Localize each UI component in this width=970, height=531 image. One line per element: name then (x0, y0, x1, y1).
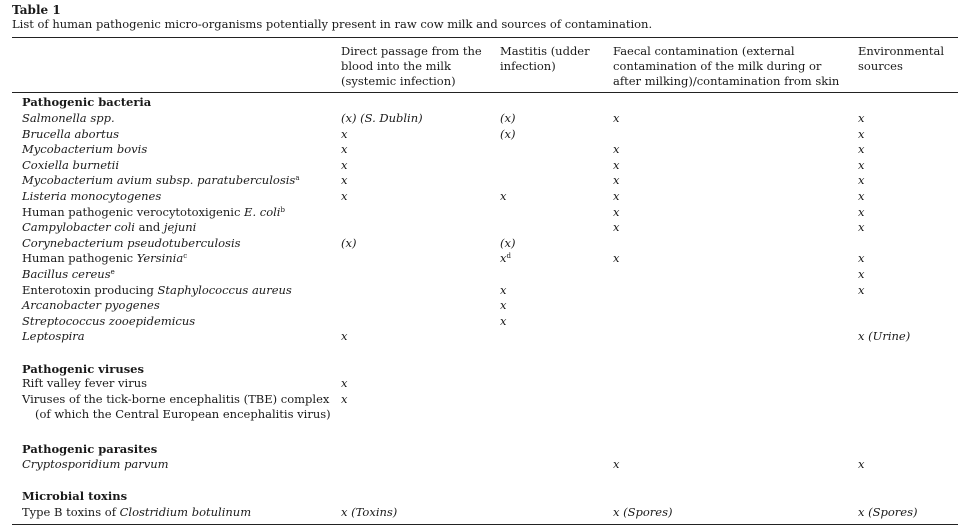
cell-value: x (613, 111, 620, 125)
cell-value: x (858, 282, 865, 297)
cell-faecal (613, 158, 620, 173)
cell-direct-passage (341, 158, 348, 173)
organism-name-text: Brucella abortus (22, 126, 120, 141)
cell-value: x (341, 376, 348, 390)
section-pathogenic-parasites: Pathogenic parasites (22, 442, 158, 456)
cell-value: x (500, 298, 507, 313)
cell-value: x (858, 251, 865, 266)
cell-value: x (858, 457, 865, 471)
cell-value: x (613, 251, 620, 266)
cell-value: x (613, 204, 620, 219)
organism-name-text: Listeria monocytogenes (22, 189, 162, 203)
cell-value: x (Spores) (858, 505, 918, 519)
organism-name (22, 189, 161, 204)
cell-mastitis (500, 314, 507, 329)
cell-mastitis (500, 251, 511, 266)
header-direct-passage: Direct passage from the blood into the milk (systemic infection) (341, 44, 482, 88)
cell-value: x (500, 251, 507, 266)
cell-environmental (858, 267, 865, 282)
organism-name-text: Cryptosporidium parvum (22, 457, 169, 471)
section-microbial-toxins: Microbial toxins (22, 489, 128, 503)
cell-direct-passage (341, 142, 348, 157)
organism-name (22, 505, 251, 520)
organism-name (22, 314, 195, 329)
footnote-marker: c (183, 252, 188, 261)
table-caption: List of human pathogenic micro-organisms potentially present in raw cow milk and sources of contamination. (12, 17, 653, 31)
table-row (0, 111, 970, 126)
organism-name-italic: E. coli (244, 204, 281, 219)
cell-value: x (613, 157, 620, 172)
organism-name-italic: jejuni (163, 220, 197, 235)
cell-mastitis (500, 283, 507, 298)
cell-faecal (613, 251, 620, 266)
organism-name-text: Corynebacterium pseudotuberculosis (22, 235, 241, 250)
organism-name-continued: (of which the Central European encephalitis virus) (35, 407, 331, 422)
top-rule (12, 37, 958, 38)
cell-faecal (613, 205, 620, 220)
cell-value: (x) (S. Dublin) (341, 111, 423, 125)
footnote-marker: a (295, 174, 300, 183)
cell-value: x (613, 142, 620, 157)
cell-value: x (858, 220, 865, 235)
header-environmental: Environmental sources (858, 44, 945, 73)
organism-name (22, 142, 147, 157)
cell-value: x (341, 391, 348, 406)
cell-value: x (858, 126, 865, 141)
cell-value: (x) (500, 111, 516, 125)
organism-name (22, 329, 85, 344)
cell-value: x (500, 189, 507, 203)
cell-value: x (858, 204, 865, 219)
cell-faecal (613, 189, 620, 204)
organism-name-text: Streptococcus zooepidemicus (22, 313, 196, 328)
cell-faecal (613, 173, 620, 188)
cell-faecal (613, 142, 620, 157)
cell-direct-passage (341, 127, 348, 142)
cell-direct-passage (341, 173, 348, 188)
organism-name-text: Type B toxins of (22, 505, 120, 519)
table-row (0, 376, 970, 391)
header-mastitis: Mastitis (udder infection) (500, 44, 590, 73)
cell-environmental (858, 505, 917, 520)
cell-value: x (613, 220, 620, 235)
organism-name (22, 127, 119, 142)
section-pathogenic-viruses: Pathogenic viruses (22, 362, 144, 376)
table-row (0, 158, 970, 173)
cell-value: x (341, 329, 348, 344)
cell-mastitis (500, 127, 515, 142)
cell-mastitis (500, 298, 507, 313)
organism-name-text: Mycobacterium bovis (22, 142, 148, 157)
cell-value: x (858, 142, 865, 157)
cell-direct-passage (341, 392, 348, 407)
organism-name-text: Enterotoxin producing (22, 282, 158, 297)
cell-value: x (858, 189, 865, 203)
cell-value: x (500, 282, 507, 297)
cell-environmental (858, 142, 865, 157)
cell-direct-passage (341, 236, 356, 251)
header-faecal: Faecal contamination (external contamination of the milk during or after milking)/contamination from skin (613, 44, 840, 88)
cell-value: x (341, 189, 348, 203)
cell-value: x (858, 111, 865, 125)
cell-environmental (858, 127, 865, 142)
cell-value: x (Urine) (858, 329, 911, 344)
cell-value: (x) (341, 235, 357, 250)
organism-name (22, 392, 329, 407)
cell-value: x (Spores) (613, 505, 673, 519)
table-label: Table 1 (12, 3, 61, 17)
cell-direct-passage (341, 329, 348, 344)
cell-environmental (858, 329, 910, 344)
table-row (0, 392, 970, 407)
table-row (0, 314, 970, 329)
organism-name-text: Human pathogenic verocytotoxigenic (22, 204, 245, 219)
cell-value: x (613, 173, 620, 188)
organism-name (22, 376, 147, 391)
cell-value: x (858, 267, 865, 281)
organism-name (22, 158, 119, 173)
cell-environmental (858, 205, 865, 220)
organism-name-text: Salmonella spp. (22, 111, 115, 125)
organism-name-italic: Staphylococcus aureus (157, 282, 292, 297)
cell-value: x (858, 157, 865, 172)
organism-name (22, 205, 285, 220)
organism-name-text: Leptospira (22, 329, 85, 344)
organism-name-italic: Campylobacter coli (22, 220, 135, 235)
cell-faecal (613, 111, 620, 126)
footnote-marker: e (110, 268, 115, 276)
table-row (0, 236, 970, 251)
organism-name (22, 236, 241, 251)
cell-value: x (500, 313, 507, 328)
organism-name (22, 283, 292, 298)
footnote-marker: b (280, 205, 285, 214)
cell-environmental (858, 173, 865, 188)
organism-name-text: Viruses of the tick-borne encephalitis (TBE) complex (22, 391, 330, 406)
cell-mastitis (500, 236, 515, 251)
table-row (0, 127, 970, 142)
cell-mastitis (500, 111, 515, 126)
table-row (0, 329, 970, 344)
table-row (0, 457, 970, 472)
section-pathogenic-bacteria: Pathogenic bacteria (22, 95, 152, 109)
organism-name-text: Bacillus cereus (22, 267, 111, 281)
table-row (0, 298, 970, 313)
cell-value: (x) (500, 126, 516, 141)
cell-direct-passage (341, 111, 423, 126)
table-row (0, 173, 970, 188)
organism-name (22, 111, 115, 126)
table-row (0, 505, 970, 520)
cell-environmental (858, 111, 865, 126)
cell-environmental (858, 158, 865, 173)
cell-faecal (613, 505, 672, 520)
cell-direct-passage (341, 376, 348, 391)
organism-name (22, 267, 115, 282)
cell-value: x (Toxins) (341, 505, 398, 519)
table-row (0, 251, 970, 266)
cell-environmental (858, 457, 865, 472)
cell-value: x (613, 189, 620, 203)
cell-environmental (858, 251, 865, 266)
cell-value: x (341, 157, 348, 172)
cell-mastitis (500, 189, 507, 204)
organism-name (22, 173, 300, 188)
cell-environmental (858, 283, 865, 298)
cell-environmental (858, 220, 865, 235)
organism-name-text: Rift valley fever virus (22, 376, 148, 390)
organism-name-text: Coxiella burnetii (22, 157, 120, 172)
cell-direct-passage (341, 505, 397, 520)
bottom-rule (12, 524, 958, 525)
table-row (0, 189, 970, 204)
footnote-marker: d (506, 252, 511, 261)
cell-value: x (341, 126, 348, 141)
organism-name (22, 457, 169, 472)
cell-value: (x) (500, 235, 516, 250)
organism-name-text: and (134, 220, 164, 235)
table-row (0, 142, 970, 157)
organism-name (22, 220, 196, 235)
table-row (0, 220, 970, 235)
cell-value: x (341, 173, 348, 188)
cell-faecal (613, 220, 620, 235)
organism-name-text: Human pathogenic (22, 251, 137, 266)
organism-name-italic: Clostridium botulinum (119, 505, 252, 519)
table-row (0, 267, 970, 282)
cell-value: x (858, 173, 865, 188)
header-rule (12, 92, 958, 93)
organism-name-italic: Yersinia (136, 251, 184, 266)
cell-environmental (858, 189, 865, 204)
organism-name-text: Mycobacterium avium subsp. paratuberculosis (22, 173, 296, 188)
cell-value: x (613, 457, 620, 471)
table-row (0, 283, 970, 298)
organism-name-text: Arcanobacter pyogenes (22, 298, 160, 313)
cell-direct-passage (341, 189, 348, 204)
cell-faecal (613, 457, 620, 472)
organism-name (22, 298, 160, 313)
cell-value: x (341, 142, 348, 157)
table-row (0, 205, 970, 220)
organism-name (22, 251, 187, 266)
